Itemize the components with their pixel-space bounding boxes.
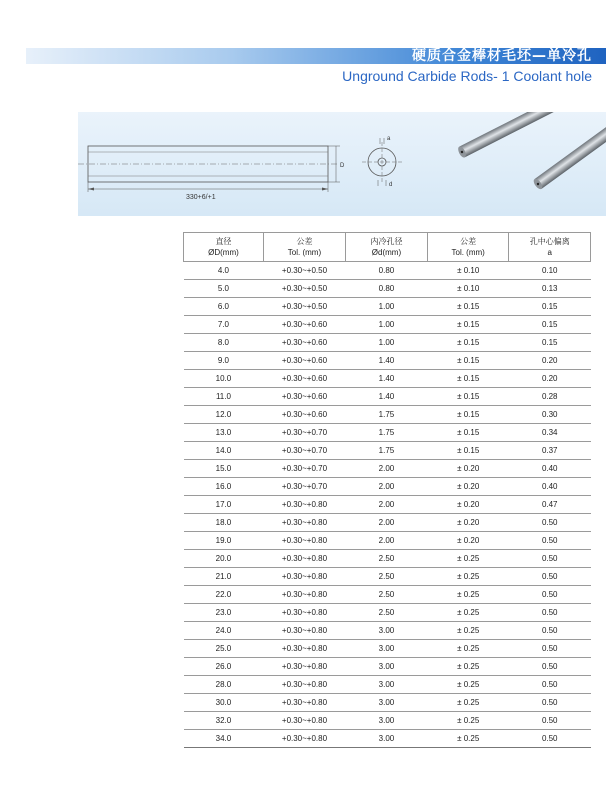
cell-hole-offset: 0.50	[509, 550, 591, 568]
cell-hole-diameter: 1.00	[346, 334, 428, 352]
cell-diameter-tolerance: +0.30~+0.50	[263, 280, 345, 298]
cell-diameter-tolerance: +0.30~+0.60	[263, 352, 345, 370]
header-en: Tol. (mm)	[451, 248, 485, 257]
cell-diameter-tolerance: +0.30~+0.60	[263, 388, 345, 406]
cell-hole-diameter: 2.50	[346, 586, 428, 604]
cell-hole-tolerance: ± 0.25	[427, 730, 509, 748]
table-row	[184, 352, 591, 370]
table-row	[184, 478, 591, 496]
cell-hole-diameter: 1.75	[346, 442, 428, 460]
header-en: a	[547, 248, 552, 257]
cell-diameter-tolerance: +0.30~+0.80	[263, 622, 345, 640]
cell-diameter: 25.0	[184, 640, 264, 658]
cell-diameter: 34.0	[184, 730, 264, 748]
cell-diameter: 8.0	[184, 334, 264, 352]
cell-diameter: 19.0	[184, 532, 264, 550]
cell-diameter: 18.0	[184, 514, 264, 532]
cell-diameter-tolerance: +0.30~+0.80	[263, 496, 345, 514]
cell-hole-diameter: 2.50	[346, 568, 428, 586]
header-hole-offset	[509, 233, 591, 262]
table-row	[184, 460, 591, 478]
cell-hole-offset: 0.34	[509, 424, 591, 442]
cell-diameter: 21.0	[184, 568, 264, 586]
cell-hole-diameter: 2.50	[346, 604, 428, 622]
cell-hole-diameter: 1.40	[346, 352, 428, 370]
specification-table-wrapper	[183, 232, 591, 748]
cell-hole-offset: 0.15	[509, 334, 591, 352]
cell-hole-offset: 0.20	[509, 352, 591, 370]
rod-end-view	[362, 138, 402, 186]
cell-hole-offset: 0.50	[509, 586, 591, 604]
cell-hole-diameter: 3.00	[346, 676, 428, 694]
cell-hole-offset: 0.50	[509, 730, 591, 748]
cell-hole-offset: 0.40	[509, 460, 591, 478]
cell-hole-diameter: 1.40	[346, 388, 428, 406]
cell-hole-diameter: 2.00	[346, 514, 428, 532]
cell-hole-diameter: 3.00	[346, 640, 428, 658]
table-row	[184, 658, 591, 676]
table-row	[184, 442, 591, 460]
length-dimension-label: 330+6/+1	[186, 194, 216, 201]
cell-diameter: 28.0	[184, 676, 264, 694]
cell-diameter: 4.0	[184, 262, 264, 280]
specification-table	[183, 232, 591, 748]
cell-diameter: 30.0	[184, 694, 264, 712]
cell-hole-diameter: 3.00	[346, 712, 428, 730]
header-cn: 公差	[460, 237, 477, 246]
table-row	[184, 388, 591, 406]
table-row	[184, 532, 591, 550]
cell-hole-diameter: 0.80	[346, 262, 428, 280]
header-diameter-tolerance	[263, 233, 345, 262]
cell-diameter: 7.0	[184, 316, 264, 334]
cell-hole-tolerance: ± 0.25	[427, 694, 509, 712]
table-row	[184, 370, 591, 388]
cell-hole-diameter: 1.00	[346, 316, 428, 334]
table-row	[184, 316, 591, 334]
cell-hole-tolerance: ± 0.15	[427, 352, 509, 370]
cell-diameter: 32.0	[184, 712, 264, 730]
cell-hole-offset: 0.50	[509, 622, 591, 640]
cell-diameter-tolerance: +0.30~+0.80	[263, 694, 345, 712]
cell-hole-tolerance: ± 0.20	[427, 514, 509, 532]
table-row	[184, 622, 591, 640]
cell-hole-tolerance: ± 0.15	[427, 334, 509, 352]
cell-hole-offset: 0.50	[509, 658, 591, 676]
cell-hole-diameter: 2.50	[346, 550, 428, 568]
table-row	[184, 568, 591, 586]
table-row	[184, 262, 591, 280]
cell-diameter-tolerance: +0.30~+0.80	[263, 604, 345, 622]
cell-hole-diameter: 3.00	[346, 730, 428, 748]
table-row	[184, 550, 591, 568]
cell-diameter: 26.0	[184, 658, 264, 676]
table-row	[184, 334, 591, 352]
header-hole-diameter	[346, 233, 428, 262]
cell-hole-tolerance: ± 0.15	[427, 316, 509, 334]
cell-hole-offset: 0.50	[509, 532, 591, 550]
table-row	[184, 730, 591, 748]
cell-hole-diameter: 3.00	[346, 658, 428, 676]
cell-diameter-tolerance: +0.30~+0.80	[263, 640, 345, 658]
cell-hole-tolerance: ± 0.15	[427, 370, 509, 388]
table-row	[184, 514, 591, 532]
cell-hole-diameter: 2.00	[346, 496, 428, 514]
cell-hole-offset: 0.10	[509, 262, 591, 280]
cell-diameter: 22.0	[184, 586, 264, 604]
cell-hole-tolerance: ± 0.15	[427, 406, 509, 424]
cell-hole-offset: 0.47	[509, 496, 591, 514]
header-cn: 内冷孔径	[370, 237, 403, 246]
cell-diameter: 13.0	[184, 424, 264, 442]
header-en: Ød(mm)	[371, 248, 402, 257]
cell-diameter-tolerance: +0.30~+0.80	[263, 550, 345, 568]
cell-hole-tolerance: ± 0.25	[427, 586, 509, 604]
header-cn: 孔中心偏离	[529, 237, 570, 246]
table-body	[184, 262, 591, 748]
table-row	[184, 676, 591, 694]
cell-hole-tolerance: ± 0.25	[427, 568, 509, 586]
cell-diameter: 23.0	[184, 604, 264, 622]
cell-diameter-tolerance: +0.30~+0.50	[263, 298, 345, 316]
table-row	[184, 424, 591, 442]
hole-diameter-label: d	[389, 182, 393, 188]
cell-hole-diameter: 2.00	[346, 532, 428, 550]
cell-hole-tolerance: ± 0.20	[427, 532, 509, 550]
diameter-label: D	[340, 163, 345, 169]
cell-diameter: 11.0	[184, 388, 264, 406]
cell-diameter: 5.0	[184, 280, 264, 298]
english-title: Unground Carbide Rods- 1 Coolant hole	[342, 68, 592, 84]
table-row	[184, 640, 591, 658]
cell-diameter: 20.0	[184, 550, 264, 568]
cell-hole-diameter: 1.00	[346, 298, 428, 316]
cell-diameter-tolerance: +0.30~+0.80	[263, 568, 345, 586]
table-row	[184, 586, 591, 604]
table-header-row	[184, 233, 591, 262]
header-cn: 直径	[215, 237, 232, 246]
cell-diameter: 17.0	[184, 496, 264, 514]
table-row	[184, 298, 591, 316]
header-en: ØD(mm)	[208, 248, 239, 257]
cell-diameter-tolerance: +0.30~+0.60	[263, 370, 345, 388]
cell-hole-offset: 0.50	[509, 676, 591, 694]
cell-hole-offset: 0.13	[509, 280, 591, 298]
table-row	[184, 604, 591, 622]
rod-side-view	[78, 146, 340, 192]
rod-technical-drawing	[0, 112, 606, 216]
cell-hole-tolerance: ± 0.25	[427, 712, 509, 730]
table-row	[184, 694, 591, 712]
cell-diameter: 16.0	[184, 478, 264, 496]
header-hole-tolerance	[427, 233, 509, 262]
cell-hole-diameter: 1.75	[346, 424, 428, 442]
cell-diameter: 6.0	[184, 298, 264, 316]
cell-hole-tolerance: ± 0.25	[427, 640, 509, 658]
cell-diameter-tolerance: +0.30~+0.80	[263, 712, 345, 730]
cell-diameter-tolerance: +0.30~+0.80	[263, 658, 345, 676]
cell-hole-tolerance: ± 0.20	[427, 478, 509, 496]
cell-diameter: 9.0	[184, 352, 264, 370]
cell-hole-offset: 0.50	[509, 694, 591, 712]
cell-hole-tolerance: ± 0.25	[427, 676, 509, 694]
cell-hole-offset: 0.50	[509, 568, 591, 586]
header-cn: 公差	[296, 237, 313, 246]
cell-hole-tolerance: ± 0.15	[427, 424, 509, 442]
cell-diameter-tolerance: +0.30~+0.70	[263, 442, 345, 460]
cell-diameter-tolerance: +0.30~+0.50	[263, 262, 345, 280]
cell-diameter-tolerance: +0.30~+0.80	[263, 532, 345, 550]
cell-hole-diameter: 0.80	[346, 280, 428, 298]
cell-hole-diameter: 2.00	[346, 460, 428, 478]
table-row	[184, 406, 591, 424]
cell-hole-diameter: 3.00	[346, 622, 428, 640]
cell-diameter: 24.0	[184, 622, 264, 640]
header-en: Tol. (mm)	[287, 248, 322, 257]
cell-hole-offset: 0.50	[509, 514, 591, 532]
table-row	[184, 712, 591, 730]
table-row	[184, 280, 591, 298]
cell-hole-offset: 0.50	[509, 712, 591, 730]
cell-hole-offset: 0.20	[509, 370, 591, 388]
cell-hole-offset: 0.37	[509, 442, 591, 460]
cell-diameter-tolerance: +0.30~+0.80	[263, 514, 345, 532]
cell-hole-offset: 0.30	[509, 406, 591, 424]
table-row	[184, 496, 591, 514]
cell-hole-offset: 0.28	[509, 388, 591, 406]
cell-hole-tolerance: ± 0.25	[427, 622, 509, 640]
header-diameter	[184, 233, 264, 262]
cell-hole-tolerance: ± 0.15	[427, 388, 509, 406]
cell-diameter-tolerance: +0.30~+0.70	[263, 478, 345, 496]
cell-diameter: 14.0	[184, 442, 264, 460]
cell-hole-offset: 0.50	[509, 604, 591, 622]
cell-diameter: 10.0	[184, 370, 264, 388]
cell-hole-diameter: 1.75	[346, 406, 428, 424]
cell-diameter-tolerance: +0.30~+0.80	[263, 730, 345, 748]
cell-diameter-tolerance: +0.30~+0.60	[263, 334, 345, 352]
cell-hole-tolerance: ± 0.25	[427, 604, 509, 622]
cell-diameter-tolerance: +0.30~+0.70	[263, 424, 345, 442]
cell-hole-diameter: 2.00	[346, 478, 428, 496]
cell-diameter-tolerance: +0.30~+0.70	[263, 460, 345, 478]
cell-hole-offset: 0.50	[509, 640, 591, 658]
cell-diameter-tolerance: +0.30~+0.80	[263, 676, 345, 694]
chinese-title: 硬质合金棒材毛坯—单冷孔	[412, 48, 592, 64]
cell-diameter: 12.0	[184, 406, 264, 424]
carbide-rod-photo	[457, 112, 606, 191]
cell-hole-offset: 0.15	[509, 316, 591, 334]
cell-hole-diameter: 3.00	[346, 694, 428, 712]
cell-hole-tolerance: ± 0.15	[427, 442, 509, 460]
cell-hole-tolerance: ± 0.20	[427, 460, 509, 478]
cell-hole-tolerance: ± 0.15	[427, 298, 509, 316]
cell-hole-tolerance: ± 0.10	[427, 262, 509, 280]
cell-hole-tolerance: ± 0.10	[427, 280, 509, 298]
cell-diameter-tolerance: +0.30~+0.60	[263, 406, 345, 424]
cell-diameter-tolerance: +0.30~+0.80	[263, 586, 345, 604]
cell-hole-tolerance: ± 0.25	[427, 658, 509, 676]
cell-diameter-tolerance: +0.30~+0.60	[263, 316, 345, 334]
cell-diameter: 15.0	[184, 460, 264, 478]
cell-hole-diameter: 1.40	[346, 370, 428, 388]
cell-hole-tolerance: ± 0.25	[427, 550, 509, 568]
offset-label: a	[387, 136, 391, 142]
cell-hole-tolerance: ± 0.20	[427, 496, 509, 514]
cell-hole-offset: 0.15	[509, 298, 591, 316]
cell-hole-offset: 0.40	[509, 478, 591, 496]
